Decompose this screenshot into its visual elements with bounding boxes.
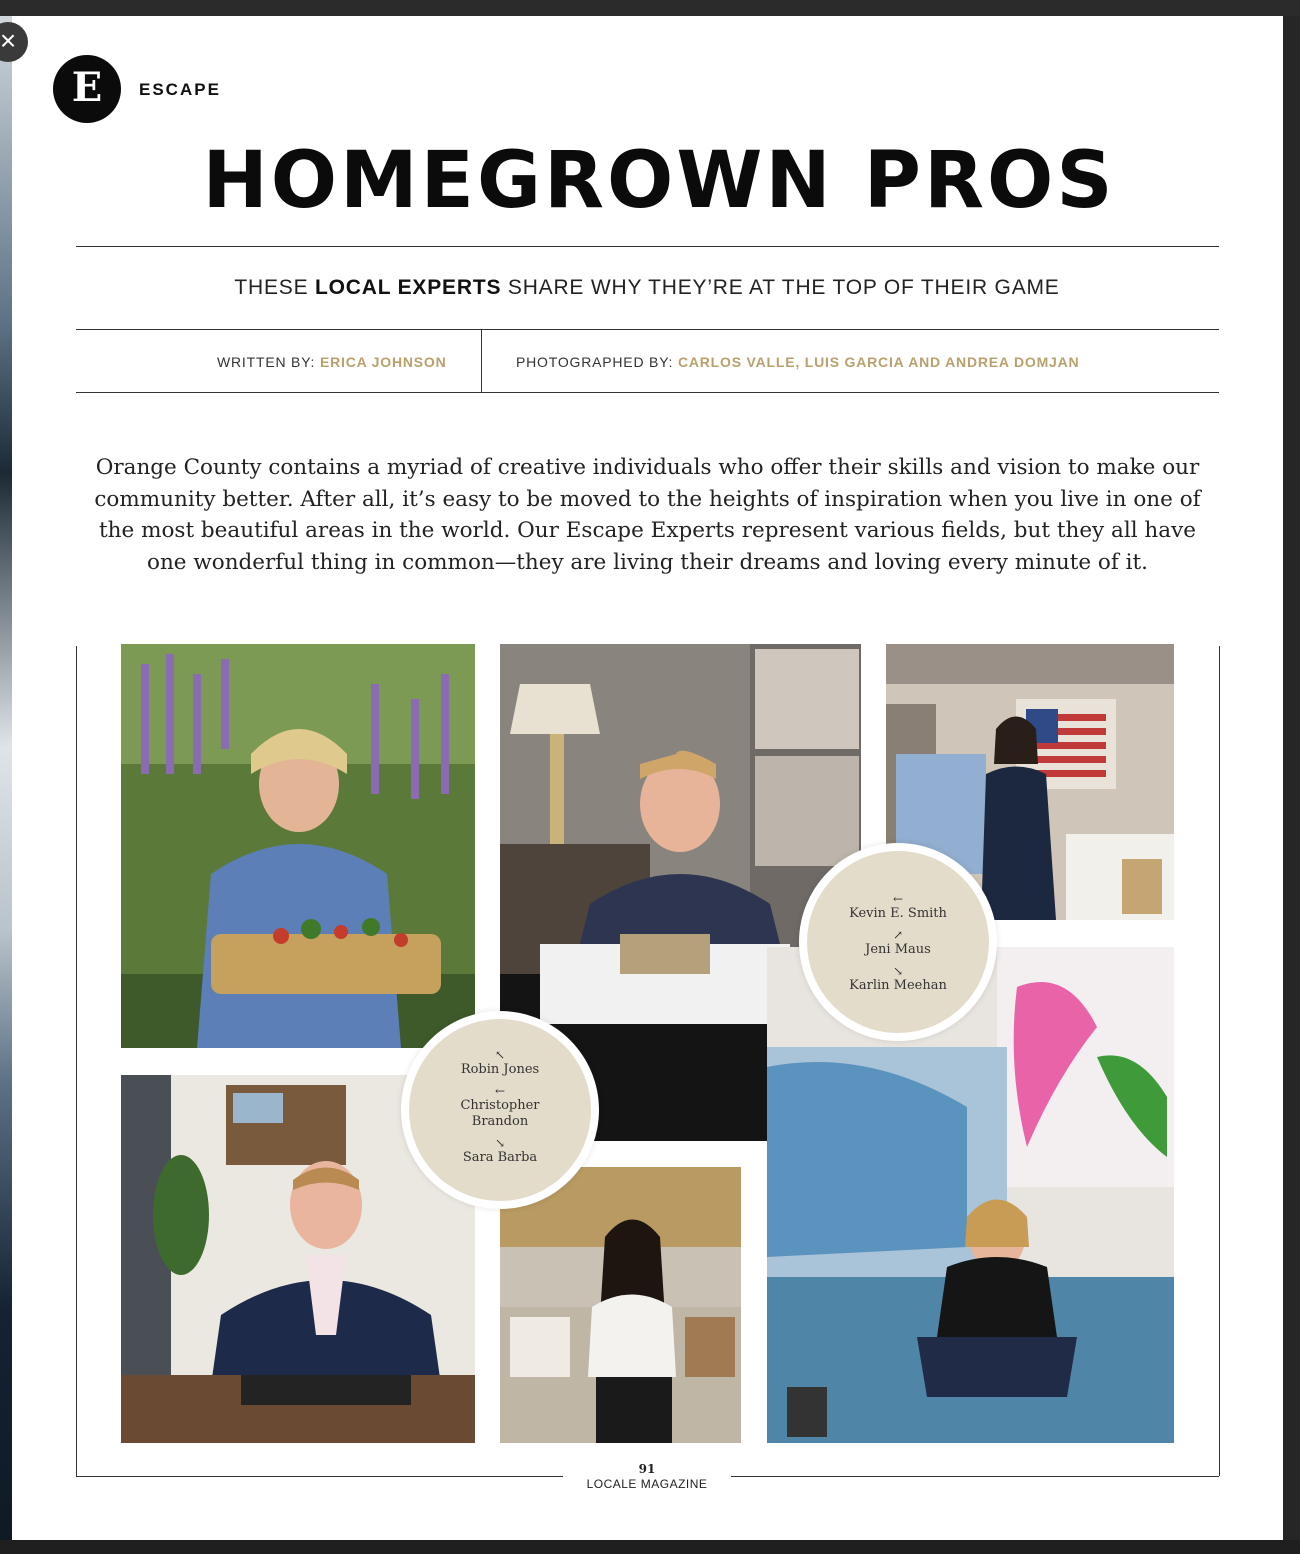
caption-name: Christopher Brandon (460, 1098, 540, 1129)
portrait-photo-livingroom (500, 1167, 741, 1443)
writer-label: WRITTEN BY: (217, 354, 320, 370)
caption-circle-right (807, 851, 989, 1033)
credits-bottom-rule (76, 392, 1219, 393)
photographer-label: PHOTOGRAPHED BY: (516, 354, 678, 370)
credits-top-rule (76, 329, 1219, 330)
page-number: 91 (638, 1462, 656, 1476)
caption-circle-left (409, 1019, 591, 1201)
caption-arrow: ↖ (494, 1048, 506, 1062)
caption-name: Jeni Maus (865, 942, 931, 957)
page-title: HOMEGROWN PROS (202, 136, 1116, 226)
photographer-names: CARLOS VALLE, LUIS GARCIA AND ANDREA DOMJAN (677, 354, 1080, 370)
caption-arrow: ← (892, 892, 904, 906)
caption-name: Kevin E. Smith (849, 906, 947, 921)
frame-bottom-rule-left (76, 1476, 563, 1477)
writer-credit (217, 354, 447, 370)
frame-bottom-rule-right (731, 1476, 1219, 1477)
publication-name: LOCALE MAGAZINE (586, 1477, 708, 1491)
caption-name: Robin Jones (460, 1062, 540, 1077)
section-badge-icon: E (53, 55, 121, 123)
portrait-photo-garden (121, 644, 475, 1048)
portrait-photo-art-studio (767, 947, 1174, 1443)
title-rule (76, 246, 1219, 247)
subheadline (12, 276, 1282, 300)
caption-arrow: ↗ (892, 928, 904, 942)
section-label: ESCAPE (139, 80, 221, 99)
viewer-right-edge (1283, 16, 1300, 1540)
intro-paragraph: Orange County contains a myriad of creative individuals who offer their skills and vision to make our community better. After all, it’s easy to be moved to the heights of inspiration when you live in one of the most beautiful areas in the world. Our Escape Experts represent various fields, but they all have one wonderful thing in common—they are living their dreams and loving every minute of it. (94, 455, 1201, 575)
page-folio (563, 1462, 731, 1492)
caption-arrow: ↘ (494, 1136, 506, 1150)
caption-arrow: ↘ (892, 964, 904, 978)
magazine-page (12, 16, 1283, 1540)
caption-arrow: ← (494, 1084, 506, 1098)
subhead-emphasis: LOCAL EXPERTS (315, 276, 502, 299)
writer-name: ERICA JOHNSON (319, 354, 447, 370)
close-icon[interactable]: × (0, 22, 28, 62)
subhead-post: SHARE WHY THEY’RE AT THE TOP OF THEIR GAME (501, 276, 1060, 299)
caption-name: Karlin Meehan (849, 978, 947, 993)
credits-divider (481, 330, 482, 392)
viewer-top-bar (0, 0, 1300, 16)
viewer-bottom-bar (0, 1540, 1300, 1554)
previous-page-edge[interactable] (0, 16, 12, 1540)
photographer-credit (516, 354, 1079, 370)
caption-name: Sara Barba (462, 1150, 538, 1165)
subhead-pre: THESE (234, 276, 316, 299)
